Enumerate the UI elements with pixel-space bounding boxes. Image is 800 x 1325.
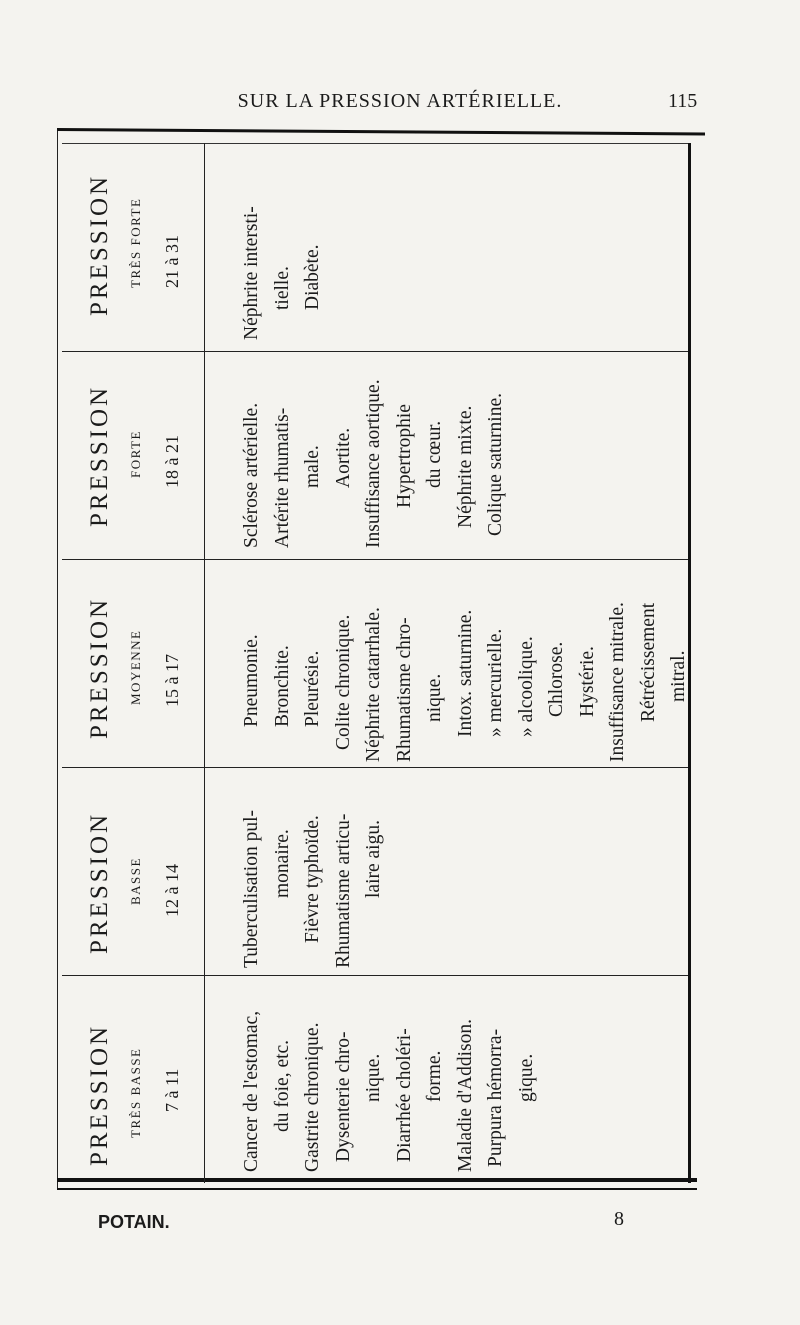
disease-line: Intox. saturnine. [454,609,476,737]
column-separator [204,351,205,559]
disease-list [237,206,329,340]
disease-line: tielle. [271,266,293,310]
disease-line: Purpura hémorra- [485,1028,506,1167]
disease-line: Diarrhée choléri- [393,1028,415,1162]
column-separator [204,767,205,975]
range-label: 15 à 17 [162,654,182,707]
disease-line: Néphrite catarrhale. [363,607,384,762]
disease-line: monaire. [271,829,293,898]
pressure-label: PRESSION [86,596,113,739]
disease-line: gique. [515,1053,537,1102]
disease-line: nique. [363,1053,384,1102]
column-separator [204,975,205,1183]
footer-signature: 8 [614,1208,624,1230]
grade-label: TRÈS BASSE [128,1047,143,1138]
section-separator [62,767,688,768]
disease-line: Pneumonie. [241,634,262,727]
top-inner-rule [62,143,688,144]
column-separator [204,559,205,767]
disease-line: Insuffisance aortique. [363,379,384,548]
disease-list [237,1011,542,1172]
disease-line: Dysenterie chro- [332,1031,354,1162]
pressure-label: PRESSION [86,811,113,954]
disease-line: Aortite. [332,427,354,488]
column-separator [204,143,205,351]
disease-line: Maladie d'Addison. [454,1019,476,1172]
running-title: SUR LA PRESSION ARTÉRIELLE. [237,90,563,112]
disease-line: » alcoolique. [515,636,537,737]
disease-list [237,810,390,968]
range-label: 18 à 21 [162,435,182,488]
range-label: 7 à 11 [162,1068,182,1112]
disease-line: Bronchite. [271,645,293,727]
disease-list [237,379,512,548]
grade-label: FORTE [128,430,143,478]
range-label: 12 à 14 [162,864,182,917]
running-head [0,90,800,120]
grade-label: BASSE [128,857,143,905]
disease-line: Colique saturnine. [485,393,506,536]
section-separator [62,975,688,976]
disease-line: Diabète. [302,244,323,310]
disease-line: Néphrite intersti- [241,206,262,340]
section-separator [62,351,688,352]
disease-line: Gastrite chronique. [302,1022,323,1172]
disease-line: Sclérose artérielle. [241,402,262,548]
disease-line: Colite chronique. [332,614,354,750]
bottom-rule [57,1178,697,1182]
disease-line: du cœur. [424,420,445,488]
pressure-label: PRESSION [86,384,113,527]
pressure-label: PRESSION [86,1023,113,1166]
disease-line: nique. [424,673,445,722]
disease-line: forme. [424,1050,445,1102]
disease-line: Artérite rhumatis- [271,407,293,548]
range-label: 21 à 31 [162,235,182,288]
disease-line: Tuberculisation pul- [241,810,262,968]
disease-line: Pleurésie. [302,650,323,727]
disease-line: » mercurielle. [485,628,506,737]
disease-line: Cancer de l'estomac, [241,1010,262,1172]
disease-line: Rhumatisme chro- [393,617,415,762]
disease-line: Néphrite mixte. [454,405,476,528]
disease-line: male. [302,445,323,488]
disease-list [237,602,695,762]
disease-line: Chlorose. [546,641,567,717]
disease-line: Rétrécissement [637,602,659,722]
grade-label: TRÈS FORTE [128,197,143,288]
disease-line: Hystérie. [576,646,598,717]
disease-line: du foie, etc. [271,1039,293,1132]
disease-line: Insuffisance mitrale. [607,602,628,762]
footer-author: POTAIN. [98,1212,170,1232]
bottom-inner-rule [57,1188,697,1190]
disease-line: Rhumatisme articu- [332,813,354,968]
disease-line: laire aigu. [363,820,384,898]
section-separator [62,559,688,560]
grade-label: MOYENNE [128,629,143,705]
disease-line: Fièvre typhoïde. [302,815,323,943]
disease-line: mitral. [668,650,689,702]
disease-line: Hypertrophie [393,404,415,508]
pressure-label: PRESSION [86,173,113,316]
page-number: 115 [668,90,698,112]
